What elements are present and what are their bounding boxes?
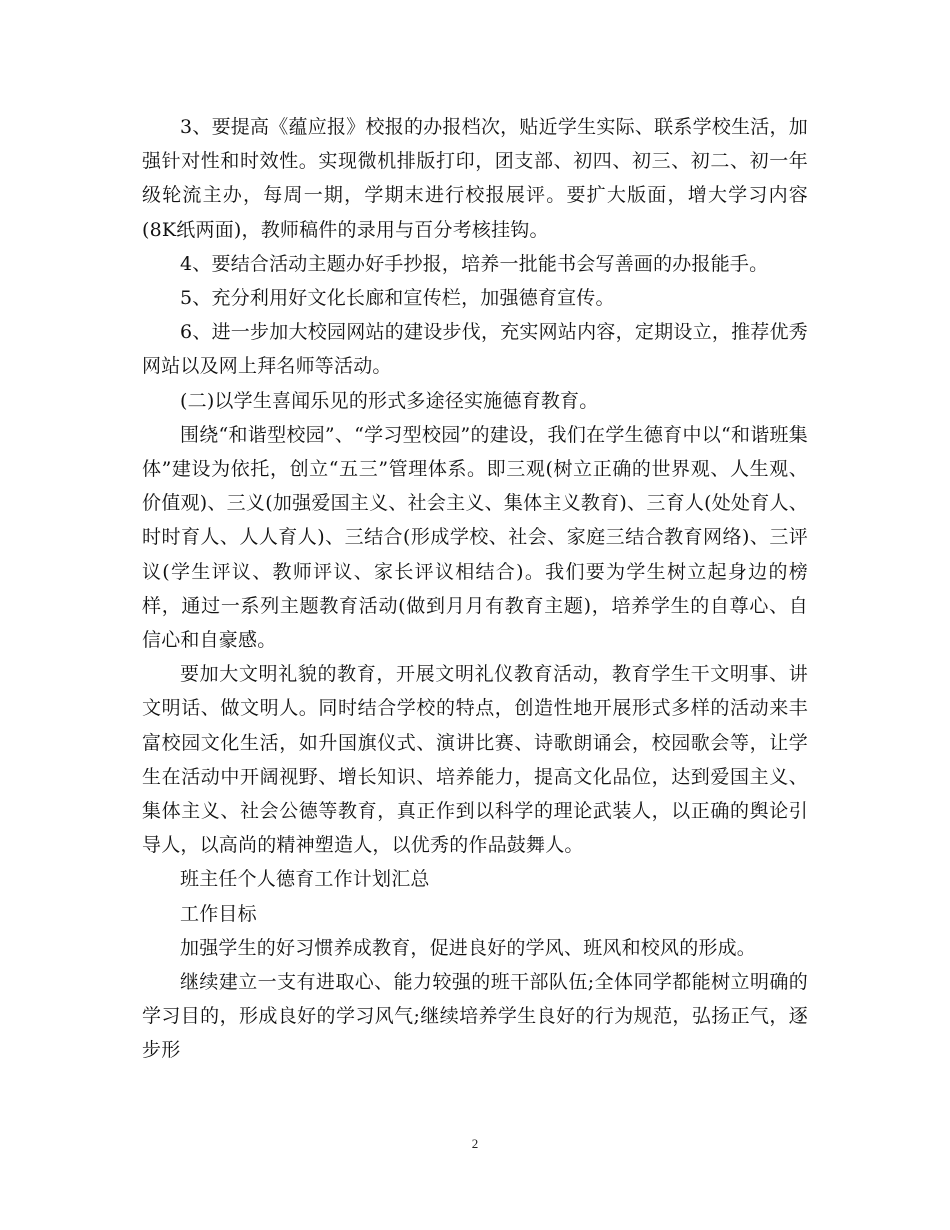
paragraph-item-5: 5、充分利用好文化长廊和宣传栏，加强德育宣传。 — [180, 287, 615, 310]
plan-title: 班主任个人德育工作计划汇总 — [180, 868, 430, 891]
paragraph-item-6: 6、进一步加大校园网站的建设步伐，充实网站内容，定期设立，推荐优秀网站以及网上拜名师等活动。 — [142, 321, 808, 378]
section-heading-2: (二)以学生喜闻乐见的形式多途径实施德育教育。 — [180, 389, 599, 412]
document-body — [142, 110, 808, 1068]
goal-habits: 加强学生的好习惯养成教育，促进良好的学风、班风和校风的形成。 — [180, 936, 757, 959]
page-number: 2 — [471, 1136, 479, 1151]
paragraph-item-3: 3、要提高《蕴应报》校报的办报档次，贴近学生实际、联系学校生活，加强针对性和时效性。实现微机排版打印，团支部、初四、初三、初二、初一年级轮流主办，每周一期，学期末进行校报展评。要扩大版面，增大学习内容(8K纸两面)，教师稿件的录用与百分考核挂钩。 — [142, 116, 808, 241]
goal-class-cadre: 继续建立一支有进取心、能力较强的班干部队伍;全体同学都能树立明确的学习目的，形成良好的学习风气;继续培养学生良好的行为规范，弘扬正气，逐步形 — [142, 971, 808, 1062]
paragraph-civility-education: 要加大文明礼貌的教育，开展文明礼仪教育活动，教育学生干文明事、讲文明话、做文明人。同时结合学校的特点，创造性地开展形式多样的活动来丰富校园文化生活，如升国旗仪式、演讲比赛、诗歌朗诵会，校园歌会等，让学生在活动中开阔视野、增长知识、培养能力，提高文化品位，达到爱国主义、集体主义、社会公德等教育，真正作到以科学的理论武装人，以正确的舆论引导人，以高尚的精神塑造人，以优秀的作品鼓舞人。 — [142, 663, 808, 857]
paragraph-item-4: 4、要结合活动主题办好手抄报，培养一批能书会写善画的办报能手。 — [180, 252, 769, 275]
work-goal-heading: 工作目标 — [180, 902, 257, 925]
paragraph-wusan-system: 围绕“和谐型校园”、“学习型校园”的建设，我们在学生德育中以“和谐班集体”建设为依托，创立“五三”管理体系。即三观(树立正确的世界观、人生观、价值观)、三义(加强爱国主义、社会主义、集体主义教育)、三育人(处处育人、时时育人、人人育人)、三结合(形成学校、社会、家庭三结合教育网络)、三评议(学生评议、教师评议、家长评议相结合)。我们要为学生树立起身边的榜样，通过一系列主题教育活动(做到月月有教育主题)，培养学生的自尊心、自信心和自豪感。 — [142, 423, 808, 652]
